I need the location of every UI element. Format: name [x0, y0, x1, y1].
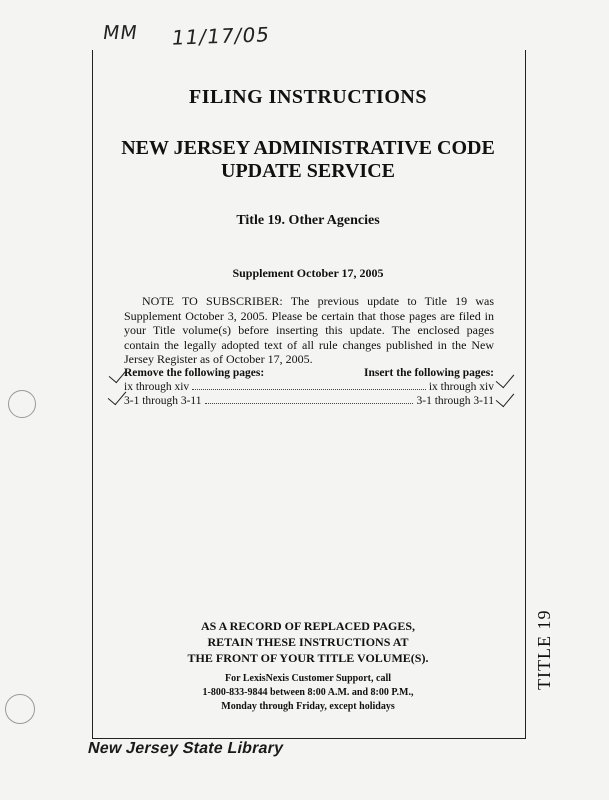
insert-pages: 3-1 through 3-11	[416, 395, 494, 407]
record-notice-line-3: THE FRONT OF YOUR TITLE VOLUME(S).	[187, 651, 429, 665]
insert-header: Insert the following pages:	[363, 367, 494, 379]
punch-hole	[5, 694, 35, 724]
customer-support	[92, 672, 524, 714]
subtitle-line-2: UPDATE SERVICE	[221, 160, 395, 182]
support-line-3: Monday through Friday, except holidays	[221, 701, 395, 712]
note-to-subscriber: NOTE TO SUBSCRIBER: The previous update to Title 19 was Supplement October 3, 2005. Please be certain that those pages are filed in your Title volume(s) before inserting this update. The enclosed pages contain the legally adopted text of all rule changes published in the New Jersey Register as of October 17, 2005.	[124, 294, 494, 366]
table-row	[124, 381, 494, 395]
pages-table-header	[124, 367, 494, 379]
insert-pages: ix through xiv	[428, 381, 494, 393]
section-title: Title 19. Other Agencies	[236, 213, 380, 228]
punch-hole	[8, 390, 36, 418]
library-stamp: New Jersey State Library	[86, 740, 286, 757]
subtitle-line-1: NEW JERSEY ADMINISTRATIVE CODE	[121, 137, 495, 159]
supplement-date: Supplement October 17, 2005	[232, 266, 384, 280]
record-notice-line-2: RETAIN THESE INSTRUCTIONS AT	[207, 635, 409, 649]
page-title: FILING INSTRUCTIONS	[189, 86, 427, 108]
handwritten-date: 11/17/05	[170, 22, 272, 50]
record-notice	[92, 618, 524, 666]
remove-pages: 3-1 through 3-11	[124, 395, 202, 407]
remove-header: Remove the following pages:	[124, 367, 265, 379]
support-line-1: For LexisNexis Customer Support, call	[224, 673, 391, 684]
remove-pages: ix through xiv	[124, 381, 190, 393]
record-notice-line-1: AS A RECORD OF REPLACED PAGES,	[200, 619, 416, 633]
dot-leader	[205, 403, 414, 404]
pages-table	[124, 367, 494, 409]
handwritten-initials: MM	[101, 22, 140, 44]
support-line-2: 1-800-833-9844 between 8:00 A.M. and 8:00 P.M.,	[202, 687, 414, 698]
dot-leader	[192, 389, 426, 390]
table-row	[124, 395, 494, 409]
side-tab-label: TITLE 19	[534, 609, 554, 690]
